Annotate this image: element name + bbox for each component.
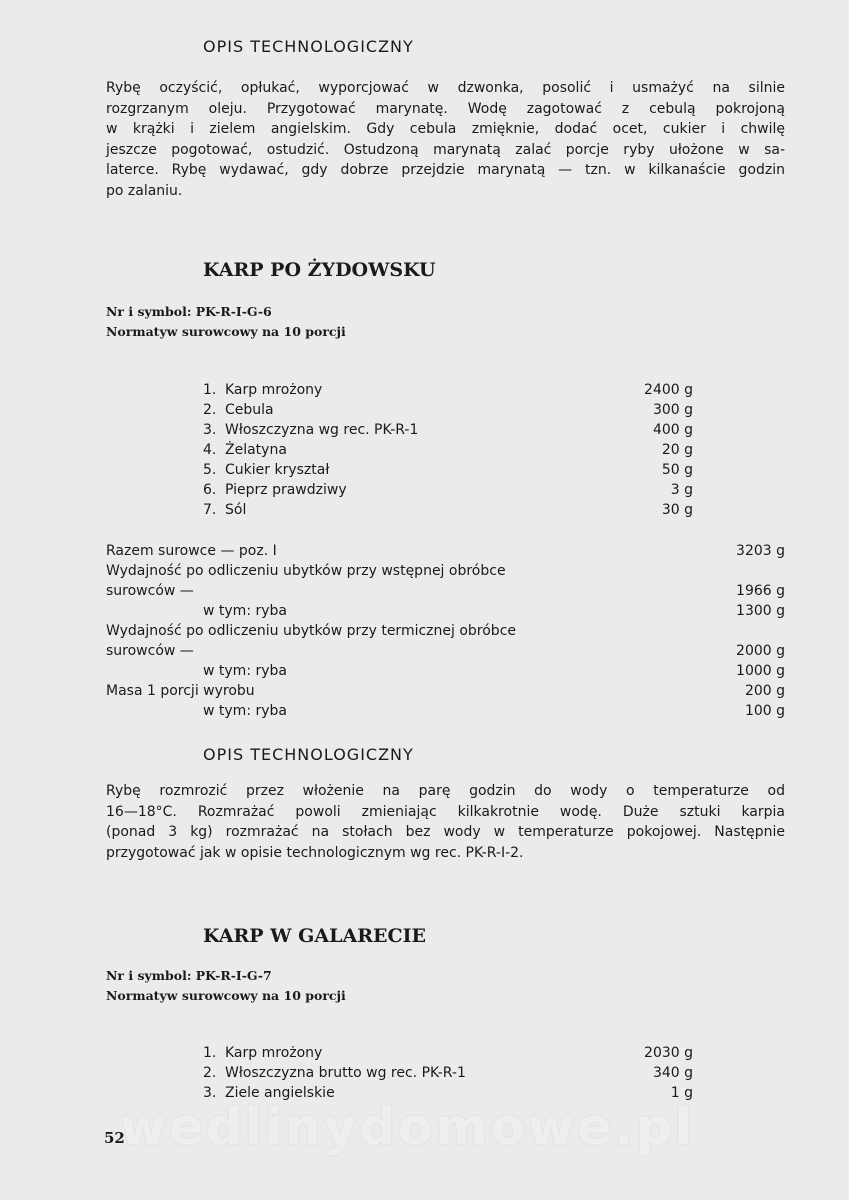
summary-row bbox=[106, 701, 785, 721]
summary-label: Wydajność po odliczeniu ubytków przy termicznej obróbce bbox=[106, 623, 517, 639]
summary-label: Wydajność po odliczeniu ubytków przy wstępnej obróbce bbox=[106, 563, 506, 579]
yield-summary bbox=[106, 541, 785, 721]
ingredient-row bbox=[203, 440, 693, 460]
ingredient-number: 6. bbox=[203, 482, 217, 498]
summary-value: 100 g bbox=[744, 703, 785, 719]
ingredient-row bbox=[203, 1063, 693, 1083]
ingredient-list bbox=[203, 380, 693, 520]
ingredient-quantity: 30 g bbox=[661, 502, 693, 518]
ingredient-quantity: 20 g bbox=[661, 442, 693, 458]
summary-label: surowców — bbox=[106, 643, 194, 659]
summary-row bbox=[106, 581, 785, 601]
ingredient-number: 5. bbox=[203, 462, 217, 478]
text-line: jeszcze pogotować, ostudzić. Ostudzoną marynatą zalać porcje ryby ułożone w sa- bbox=[106, 141, 785, 158]
ingredient-number: 7. bbox=[203, 502, 217, 518]
ingredient-name: Sól bbox=[225, 502, 247, 518]
summary-row bbox=[106, 601, 785, 621]
ingredient-number: 4. bbox=[203, 442, 217, 458]
text-line: po zalaniu. bbox=[106, 182, 183, 199]
ingredient-row bbox=[203, 500, 693, 520]
summary-row bbox=[106, 621, 785, 641]
section-heading: OPIS TECHNOLOGICZNY bbox=[203, 37, 414, 56]
recipe-title: KARP W GALARECIE bbox=[203, 925, 426, 947]
text-line: Rybę oczyścić, opłukać, wyporcjować w dzwonka, posolić i usmażyć na silnie bbox=[106, 80, 785, 96]
ingredient-list bbox=[203, 1043, 693, 1103]
summary-value: 2000 g bbox=[736, 643, 785, 659]
summary-row bbox=[106, 541, 785, 561]
recipe-symbol: Nr i symbol: PK-R-I-G-6 bbox=[106, 304, 272, 319]
summary-row bbox=[106, 661, 785, 681]
ingredient-name: Włoszczyzna brutto wg rec. PK-R-1 bbox=[225, 1065, 466, 1081]
text-line: (ponad 3 kg) rozmrażać na stołach bez wody w temperaturze pokojowej. Następnie bbox=[106, 824, 785, 840]
recipe-symbol: Nr i symbol: PK-R-I-G-7 bbox=[106, 968, 272, 983]
summary-label: w tym: ryba bbox=[203, 663, 287, 679]
ingredient-number: 2. bbox=[203, 402, 217, 418]
summary-row bbox=[106, 561, 785, 581]
ingredient-quantity: 50 g bbox=[661, 462, 693, 478]
ingredient-row bbox=[203, 1043, 693, 1063]
ingredient-number: 3. bbox=[203, 422, 217, 438]
ingredient-name: Cukier kryształ bbox=[225, 462, 330, 478]
text-line: przygotować jak w opisie technologicznym wg rec. PK-R-I-2. bbox=[106, 844, 524, 861]
ingredient-row bbox=[203, 400, 693, 420]
ingredient-quantity: 300 g bbox=[652, 402, 693, 418]
ingredient-name: Pieprz prawdziwy bbox=[225, 482, 347, 498]
ingredient-name: Żelatyna bbox=[225, 442, 287, 458]
recipe-title: KARP PO ŻYDOWSKU bbox=[203, 259, 436, 281]
summary-value: 1000 g bbox=[736, 663, 785, 679]
summary-label: Masa 1 porcji wyrobu bbox=[106, 683, 255, 699]
page-number: 52 bbox=[104, 1129, 125, 1147]
ingredient-number: 3. bbox=[203, 1085, 217, 1101]
summary-row bbox=[106, 681, 785, 701]
ingredient-quantity: 400 g bbox=[652, 422, 693, 438]
recipe-norm: Normatyw surowcowy na 10 porcji bbox=[106, 324, 346, 339]
ingredient-row bbox=[203, 420, 693, 440]
ingredient-quantity: 3 g bbox=[670, 482, 693, 498]
ingredient-quantity: 1 g bbox=[670, 1085, 693, 1101]
text-line: 16—18°C. Rozmrażać powoli zmieniając kilkakrotnie wodę. Duże sztuki karpia bbox=[106, 803, 785, 820]
ingredient-number: 2. bbox=[203, 1065, 217, 1081]
ingredient-name: Włoszczyzna wg rec. PK-R-1 bbox=[225, 422, 419, 438]
text-line: w krążki i zielem angielskim. Gdy cebula zmięknie, dodać ocet, cukier i chwilę bbox=[106, 121, 785, 137]
ingredient-row bbox=[203, 460, 693, 480]
ingredient-row bbox=[203, 380, 693, 400]
recipe-norm: Normatyw surowcowy na 10 porcji bbox=[106, 988, 346, 1003]
ingredient-quantity: 2030 g bbox=[644, 1045, 693, 1061]
text-line: rozgrzanym oleju. Przygotować marynatę. Wodę zagotować z cebulą pokrojoną bbox=[106, 100, 785, 117]
summary-value: 200 g bbox=[744, 683, 785, 699]
description-paragraph bbox=[106, 78, 785, 201]
ingredient-number: 1. bbox=[203, 382, 217, 398]
text-line: Rybę rozmrozić przez włożenie na parę godzin do wody o temperaturze od bbox=[106, 783, 785, 799]
summary-label: Razem surowce — poz. I bbox=[106, 543, 277, 559]
text-line: laterce. Rybę wydawać, gdy dobrze przejdzie marynatą — tzn. w kilkanaście godzin bbox=[106, 162, 785, 178]
ingredient-name: Ziele angielskie bbox=[225, 1085, 335, 1101]
summary-value: 1300 g bbox=[736, 603, 785, 619]
ingredient-row bbox=[203, 480, 693, 500]
description-paragraph bbox=[106, 781, 785, 863]
ingredient-quantity: 340 g bbox=[652, 1065, 693, 1081]
ingredient-name: Karp mrożony bbox=[225, 1045, 323, 1061]
ingredient-number: 1. bbox=[203, 1045, 217, 1061]
section-heading: OPIS TECHNOLOGICZNY bbox=[203, 745, 414, 764]
ingredient-quantity: 2400 g bbox=[644, 382, 693, 398]
summary-value: 3203 g bbox=[736, 543, 785, 559]
watermark: wedlinydomowe.pl bbox=[120, 1098, 695, 1156]
summary-label: w tym: ryba bbox=[203, 603, 287, 619]
summary-value: 1966 g bbox=[736, 583, 785, 599]
summary-label: w tym: ryba bbox=[203, 703, 287, 719]
summary-row bbox=[106, 641, 785, 661]
summary-label: surowców — bbox=[106, 583, 194, 599]
ingredient-name: Cebula bbox=[225, 402, 274, 418]
ingredient-name: Karp mrożony bbox=[225, 382, 323, 398]
